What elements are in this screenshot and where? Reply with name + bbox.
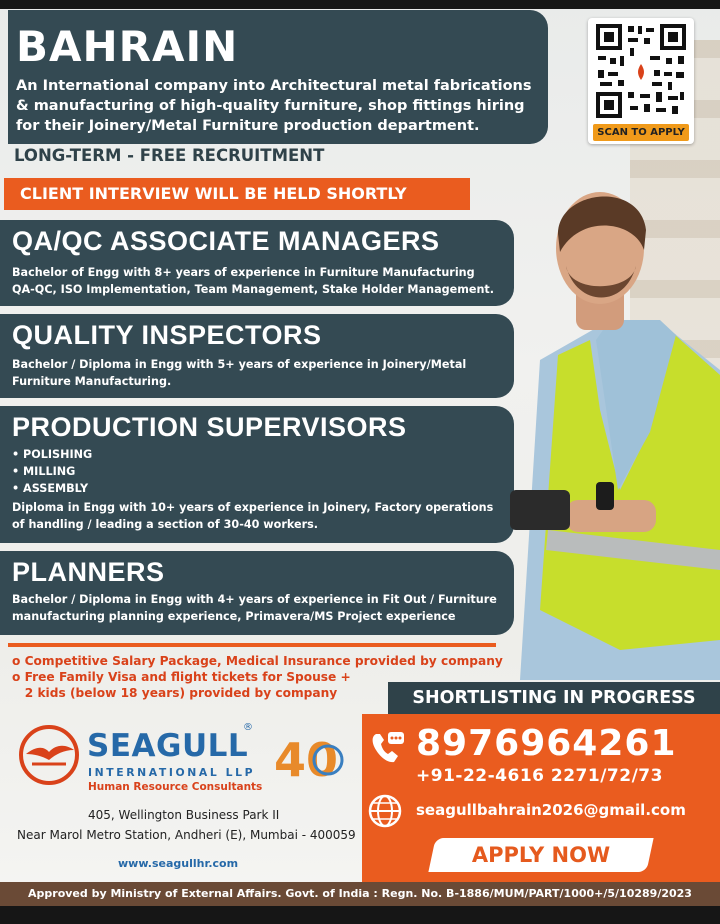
top-border: [0, 0, 720, 9]
company-tagline: Human Resource Consultants: [88, 781, 263, 793]
shortlisting-banner: SHORTLISTING IN PROGRESS: [388, 682, 720, 714]
apply-now-button[interactable]: [428, 838, 653, 872]
benefit-item: o Free Family Visa and flight tickets for Spouse +: [12, 670, 351, 684]
intro-line: An International company into Architectural metal fabrications: [16, 78, 532, 94]
company-name: SEAGULL: [87, 728, 249, 764]
bottom-border: [0, 906, 720, 924]
job-detail: Bachelor of Engg with 8+ years of experience in Furniture Manufacturing: [12, 266, 475, 279]
address-line: Near Marol Metro Station, Andheri (E), Mumbai - 400059: [17, 828, 356, 842]
seagull-logo-icon: [18, 724, 80, 786]
qr-code-card[interactable]: [588, 18, 694, 144]
job-card-qa-qc: [0, 220, 514, 306]
qr-code-icon: [594, 22, 688, 120]
benefit-item: o Competitive Salary Package, Medical Insurance provided by company: [12, 654, 503, 668]
approval-footer: Approved by Ministry of External Affairs. Govt. of India : Regn. No. B-1886/MUM/PART/1000+/5/10289/2023: [0, 882, 720, 906]
scan-to-apply-label: SCAN TO APPLY: [593, 124, 689, 141]
divider-line: [8, 643, 496, 647]
job-card-production-supervisors: [0, 406, 514, 543]
job-detail: Bachelor / Diploma in Engg with 4+ years of experience in Fit Out / Furniture: [12, 593, 497, 606]
primary-phone[interactable]: 8976964261: [416, 723, 677, 764]
intro-line: & manufacturing of high-quality furniture, shop fittings hiring: [16, 98, 525, 114]
job-detail: • ASSEMBLY: [12, 482, 89, 495]
intro-line: for their Joinery/Metal Furniture production department.: [16, 118, 480, 134]
job-detail: of handling / leading a section of 30-40 workers.: [12, 518, 319, 531]
job-detail: Diploma in Engg with 10+ years of experience in Joinery, Factory operations: [12, 501, 494, 514]
job-detail: • MILLING: [12, 465, 76, 478]
job-title: QA/QC ASSOCIATE MANAGERS: [12, 226, 440, 256]
email-address[interactable]: seagullbahrain2026@gmail.com: [416, 801, 686, 819]
interview-banner: CLIENT INTERVIEW WILL BE HELD SHORTLY: [4, 178, 470, 210]
anniversary-badge: [272, 734, 354, 782]
job-card-quality-inspectors: [0, 314, 514, 398]
job-title: PLANNERS: [12, 557, 165, 587]
job-title: QUALITY INSPECTORS: [12, 320, 322, 350]
job-detail: QA-QC, ISO Implementation, Team Management, Stake Holder Management.: [12, 283, 495, 296]
registered-mark: ®: [243, 722, 253, 733]
address-line: 405, Wellington Business Park II: [88, 808, 280, 822]
page-title: BAHRAIN: [16, 22, 239, 71]
globe-icon: [368, 794, 402, 828]
job-detail: • POLISHING: [12, 448, 93, 461]
job-detail: Bachelor / Diploma in Engg with 5+ years of experience in Joinery/Metal: [12, 358, 467, 371]
benefit-item: 2 kids (below 18 years) provided by company: [12, 686, 338, 700]
job-card-planners: [0, 551, 514, 635]
company-intro: [16, 76, 546, 136]
job-title: PRODUCTION SUPERVISORS: [12, 412, 407, 442]
header-panel: [8, 10, 548, 144]
secondary-phone[interactable]: +91-22-4616 2271/72/73: [416, 766, 663, 786]
website-link[interactable]: www.seagullhr.com: [118, 857, 239, 870]
phone-icon: [368, 728, 408, 768]
company-subtitle: INTERNATIONAL LLP: [88, 766, 256, 779]
anniversary-number: 40: [274, 734, 339, 782]
apply-now-label: APPLY NOW: [471, 843, 611, 867]
recruitment-type: LONG-TERM - FREE RECRUITMENT: [14, 146, 325, 165]
job-detail: Furniture Manufacturing.: [12, 375, 172, 388]
worker-illustration: [500, 170, 720, 680]
job-detail: manufacturing planning experience, Primavera/MS Project experience: [12, 610, 456, 623]
